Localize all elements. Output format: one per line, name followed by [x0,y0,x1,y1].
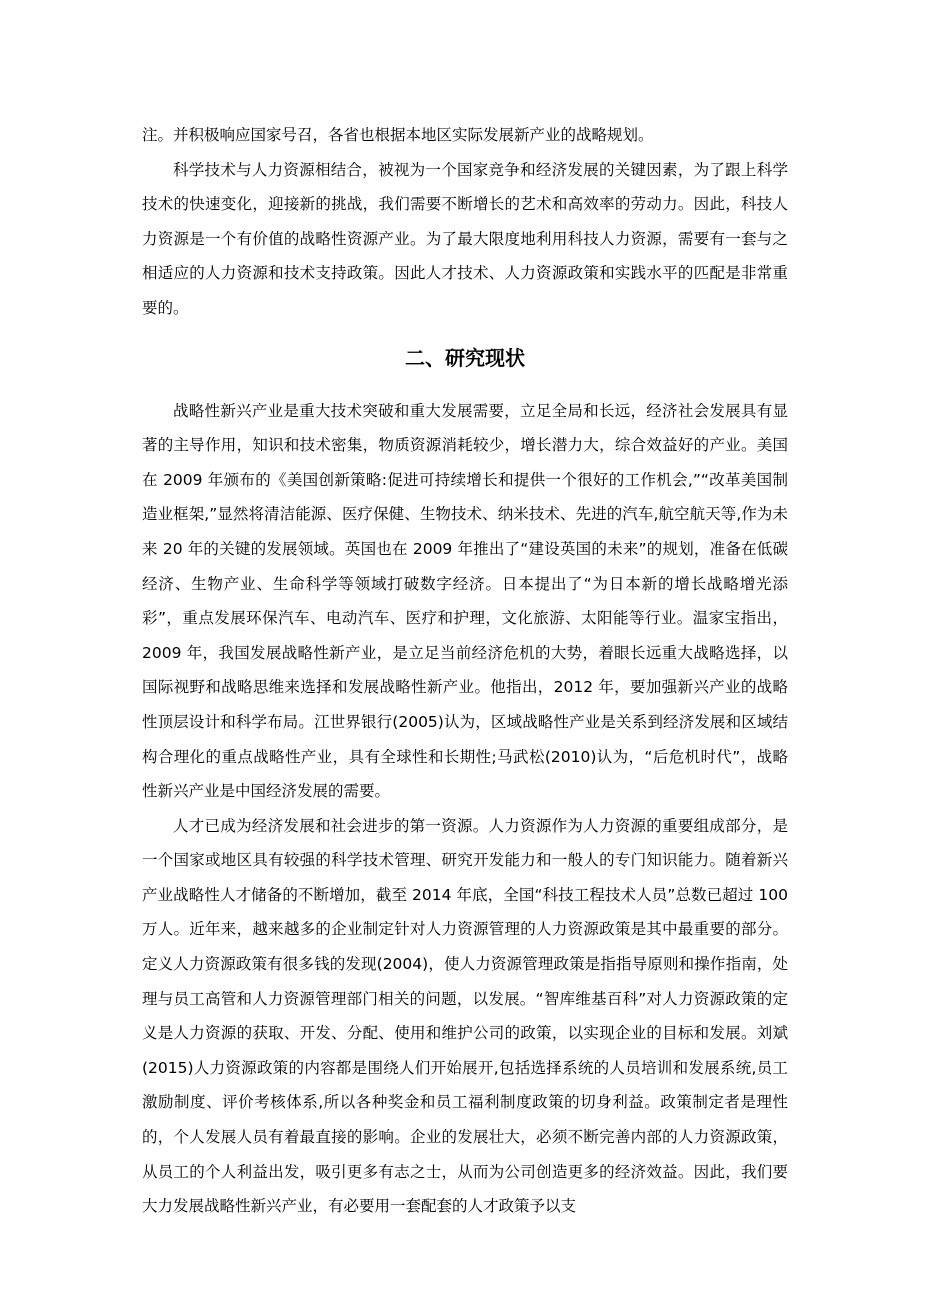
section-heading: 二、研究现状 [405,345,525,370]
paragraph-intro-tail: 注。并积极响应国家号召，各省也根据本地区实际发展新产业的战略规划。 [142,126,654,144]
paragraph-talent-resource: 人才已成为经济发展和社会进步的第一资源。人力资源作为人力资源的重要组成部分，是一个国家或地区具有较强的科学技术管理、研究开发能力和一般人的专门知识能力。随着新兴产业战略性人才储备的不断增加，截至 2014 年底，全国“科技工程技术人员”总数已超过 100 万人。近年来，越来越多的企业制定针对人力资源管理的人力资源政策是其中最重要的部分。定义人力资源政策有很多钱的发现(2004)，使人力资源管理政策是指指导原则和操作指南，处理与员工高管和人力资源管理部门相关的问题，以发展。“智库维基百科”对人力资源政策的定义是人力资源的获取、开发、分配、使用和维护公司的政策，以实现企业的目标和发展。刘斌(2015)人力资源政策的内容都是围绕人们开始展开,包括选择系统的人员培训和发展系统,员工激励制度、评价考核体系,所以各种奖金和员工福利制度政策的切身利益。政策制定者是理性的，个人发展人员有着最直接的影响。企业的发展壮大，必须不断完善内部的人力资源政策，从员工的个人利益出发，吸引更多有志之士，从而为公司创造更多的经济效益。因此，我们要大力发展战略性新兴产业，有必要用一套配套的人才政策予以支 [142,816,788,1216]
paragraph-science-hr: 科学技术与人力资源相结合，被视为一个国家竞争和经济发展的关键因素，为了跟上科学技术的快速变化，迎接新的挑战，我们需要不断增长的艺术和高效率的劳动力。因此，科技人力资源是一个有价值的战略性资源产业。为了最大限度地利用科技人力资源，需要有一套与之相适应的人力资源和技术支持政策。因此人才技术、人力资源政策和实践水平的匹配是非常重要的。 [142,160,788,317]
document-body [142,118,788,1224]
paragraph-strategic-industry: 战略性新兴产业是重大技术突破和重大发展需要，立足全局和长远，经济社会发展具有显著的主导作用，知识和技术密集，物质资源消耗较少，增长潜力大，综合效益好的产业。美国在 2009 年颁布的《美国创新策略:促进可持续增长和提供一个很好的工作机会,”“改革美国制造业框架,”显然将清洁能源、医疗保健、生物技术、纳米技术、先进的汽车,航空航天等,作为未来 20 年的关键的发展领域。英国也在 2009 年推出了“建设英国的未来”的规划，准备在低碳经济、生物产业、生命科学等领域打破数字经济。日本提出了“为日本新的增长战略增光添彩”，重点发展环保汽车、电动汽车、医疗和护理，文化旅游、太阳能等行业。温家宝指出，2009 年，我国发展战略性新产业，是立足当前经济危机的大势，着眼长远重大战略选择，以国际视野和战略思维来选择和发展战略性新产业。他指出，2012 年，要加强新兴产业的战略性顶层设计和科学布局。江世界银行(2005)认为，区域战略性产业是关系到经济发展和区域结构合理化的重点战略性产业，具有全球性和长期性;马武松(2010)认为，“后危机时代”，战略性新兴产业是中国经济发展的需要。 [142,401,788,801]
